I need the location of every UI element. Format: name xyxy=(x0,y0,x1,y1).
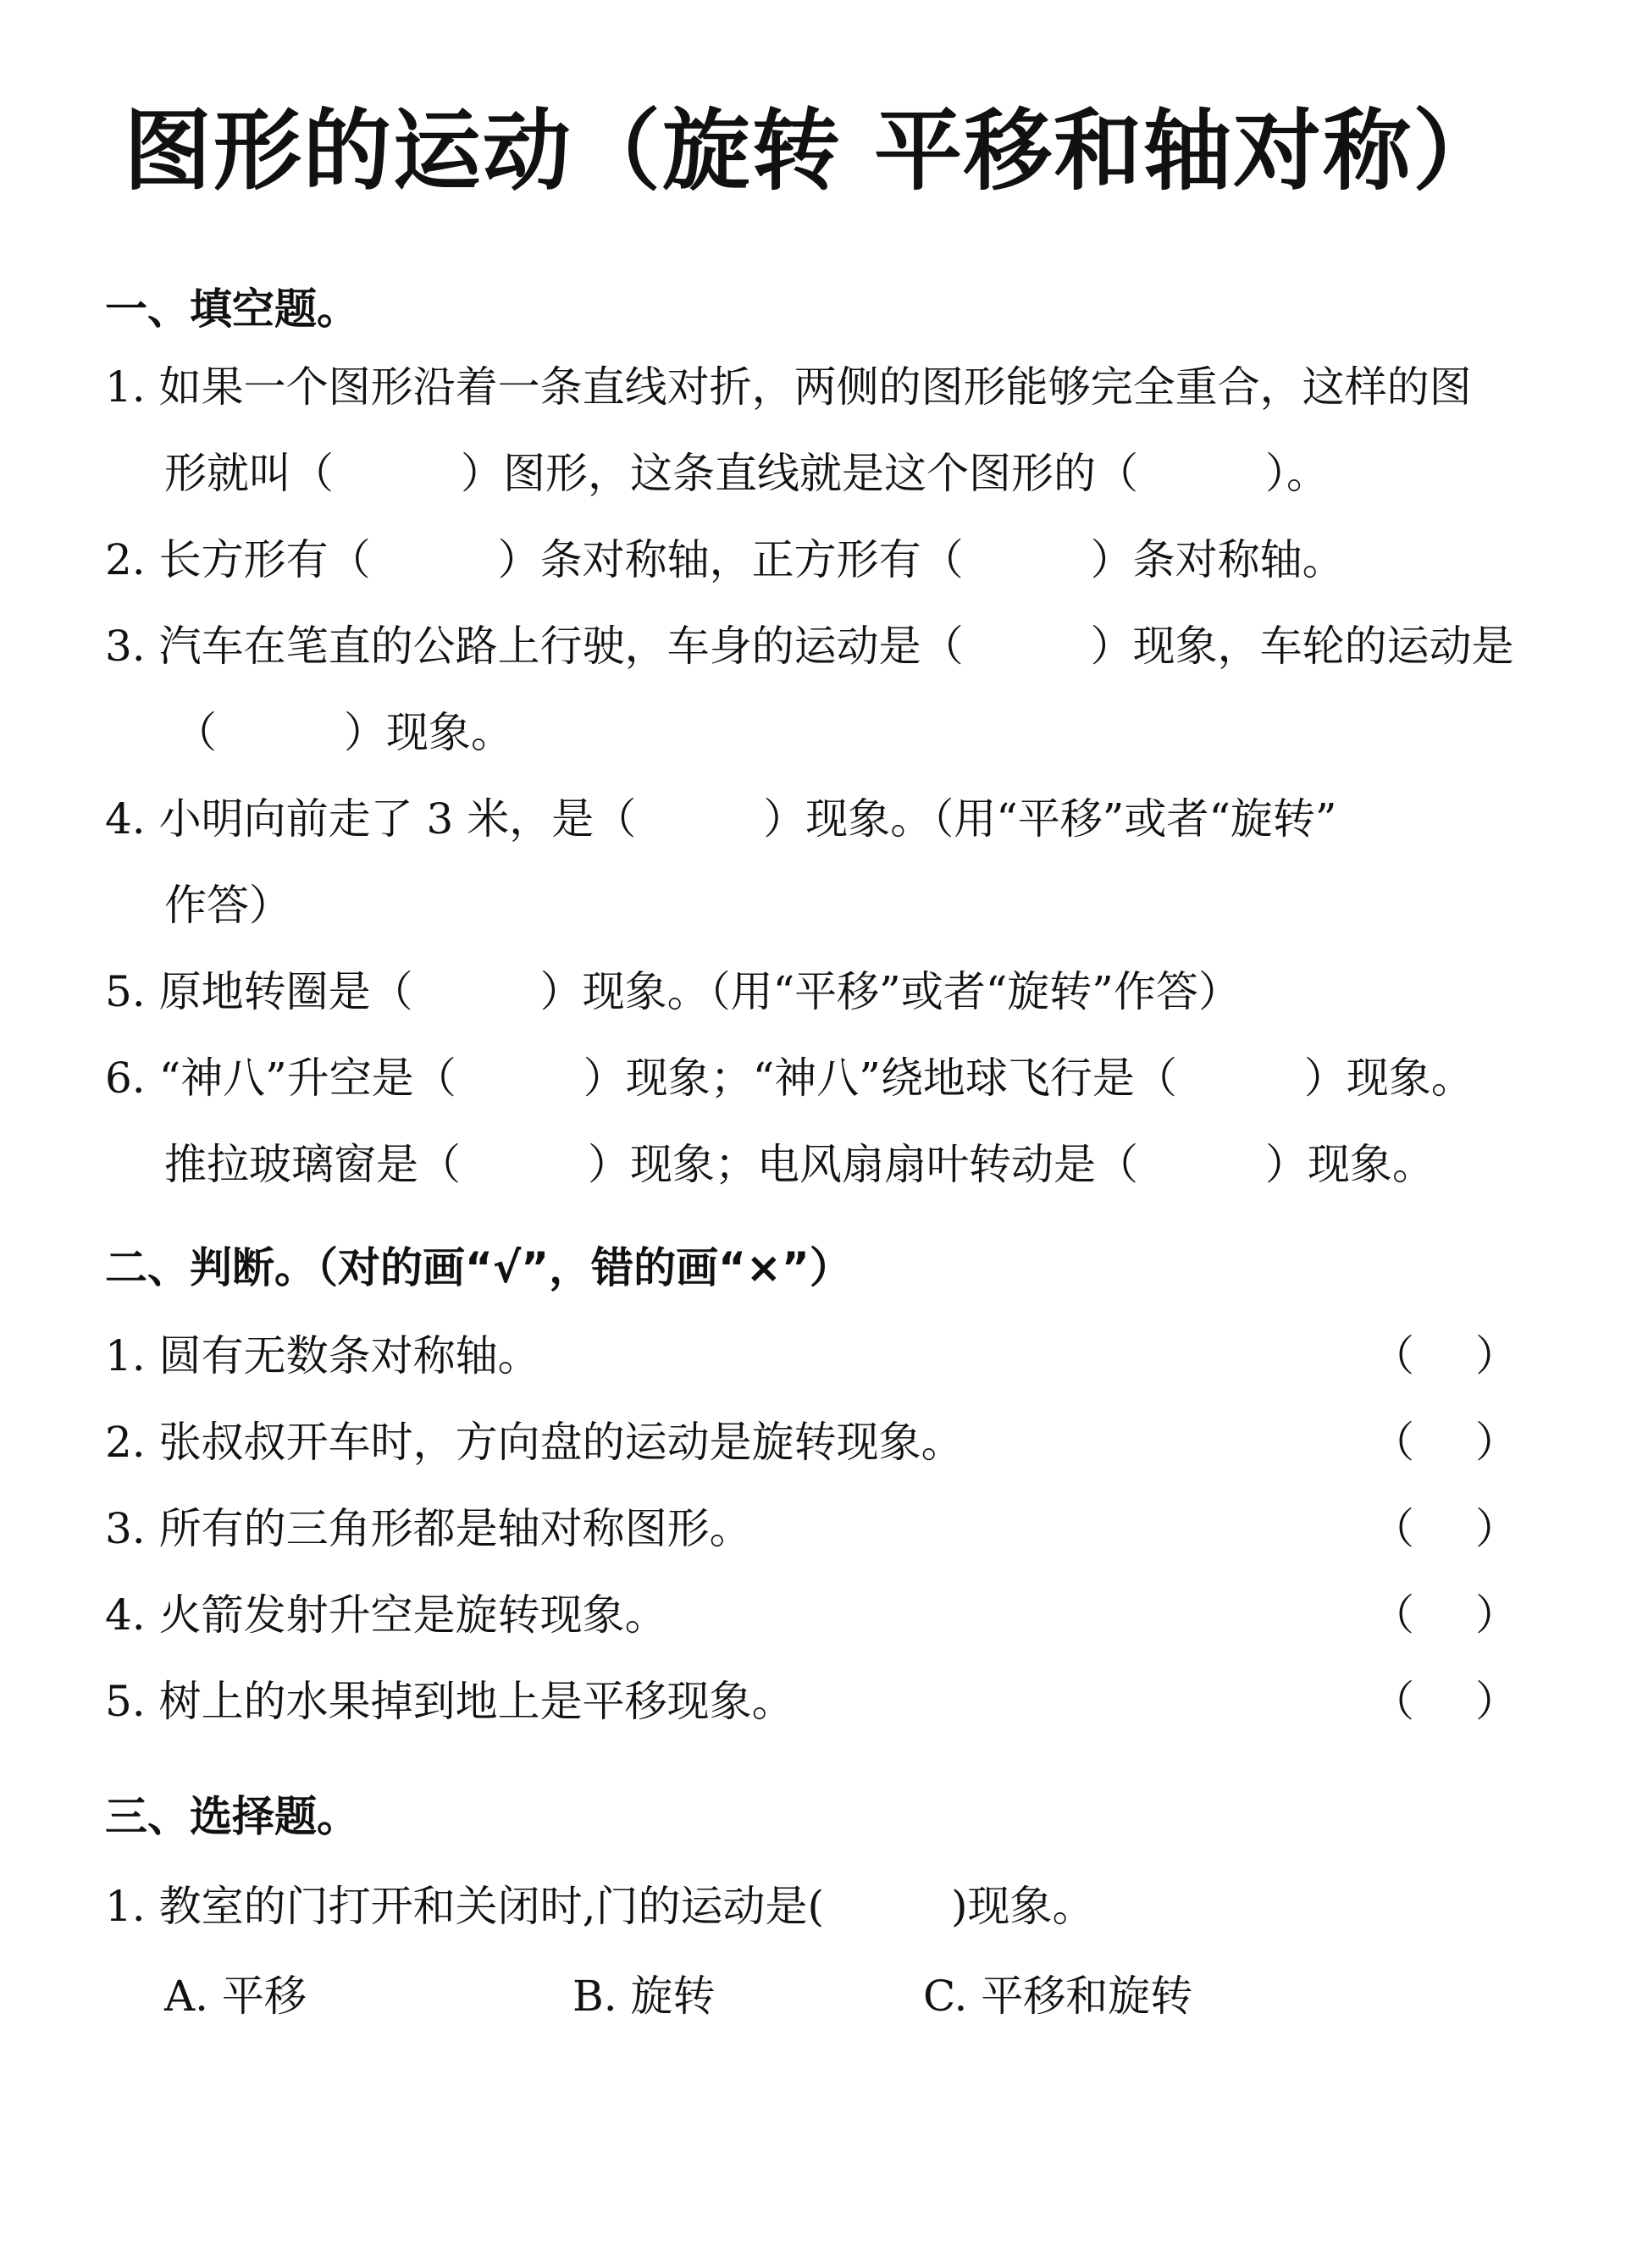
choice-q1-option-b: B. 旋转 xyxy=(572,1972,716,2021)
judge-q4: 4. 火箭发射升空是旋转现象。 xyxy=(105,1590,667,1640)
choice-q1: 1. 教室的门打开和关闭时,门的运动是( )现象。 xyxy=(105,1882,1095,1931)
judge-q1-answer-box xyxy=(1372,1326,1518,1386)
paren-open: （ xyxy=(1372,1677,1414,1726)
fill-q4-line1: 4. 小明向前走了 3 米，是（ ）现象。（用“平移”或者“旋转” xyxy=(105,794,1337,844)
judge-q2: 2. 张叔叔开车时，方向盘的运动是旋转现象。 xyxy=(105,1418,964,1467)
choice-q1-option-a: A. 平移 xyxy=(164,1972,307,2021)
fill-q6-line2: 推拉玻璃窗是（ ）现象；电风扇扇叶转动是（ ）现象。 xyxy=(164,1140,1435,1189)
paren-close: ） xyxy=(1475,1590,1518,1640)
paren-open: （ xyxy=(1372,1504,1414,1553)
fill-q4-line2: 作答） xyxy=(164,881,291,930)
fill-q1-line1: 1. 如果一个图形沿着一条直线对折，两侧的图形能够完全重合，这样的图 xyxy=(105,362,1472,412)
judge-q4-answer-box xyxy=(1372,1585,1518,1645)
paren-open: （ xyxy=(1372,1590,1414,1640)
paren-close: ） xyxy=(1475,1677,1518,1726)
judge-q5: 5. 树上的水果掉到地上是平移现象。 xyxy=(105,1677,794,1726)
fill-q2: 2. 长方形有（ ）条对称轴，正方形有（ ）条对称轴。 xyxy=(105,535,1345,584)
judge-q5-answer-box xyxy=(1372,1672,1518,1731)
choice-q1-option-c: C. 平移和旋转 xyxy=(923,1972,1193,2021)
judge-q1: 1. 圆有无数条对称轴。 xyxy=(105,1331,540,1380)
paren-close: ） xyxy=(1475,1418,1518,1467)
section3-heading: 三、选择题。 xyxy=(105,1792,359,1841)
judge-q3-answer-box xyxy=(1372,1499,1518,1558)
fill-q1-line2: 形就叫（ ）图形，这条直线就是这个图形的（ ）。 xyxy=(164,449,1329,498)
judge-q3: 3. 所有的三角形都是轴对称图形。 xyxy=(105,1504,752,1553)
paren-close: ） xyxy=(1475,1331,1518,1380)
fill-q3-line1: 3. 汽车在笔直的公路上行驶，车身的运动是（ ）现象，车轮的运动是 xyxy=(105,622,1514,671)
judge-q2-answer-box xyxy=(1372,1413,1518,1472)
fill-q6-line1: 6. “神八”升空是（ ）现象；“神八”绕地球飞行是（ ）现象。 xyxy=(105,1054,1474,1103)
paren-open: （ xyxy=(1372,1418,1414,1467)
section1-heading: 一、填空题。 xyxy=(105,285,359,334)
paren-close: ） xyxy=(1475,1504,1518,1553)
page-title: 图形的运动（旋转 平移和轴对称） xyxy=(123,99,1503,202)
paren-open: （ xyxy=(1372,1331,1414,1380)
fill-q5: 5. 原地转圈是（ ）现象。（用“平移”或者“旋转”作答） xyxy=(105,967,1241,1016)
section2-heading: 二、判断。（对的画“√”，错的画“×”） xyxy=(105,1243,852,1292)
fill-q3-line2: （ ）现象。 xyxy=(174,708,513,757)
